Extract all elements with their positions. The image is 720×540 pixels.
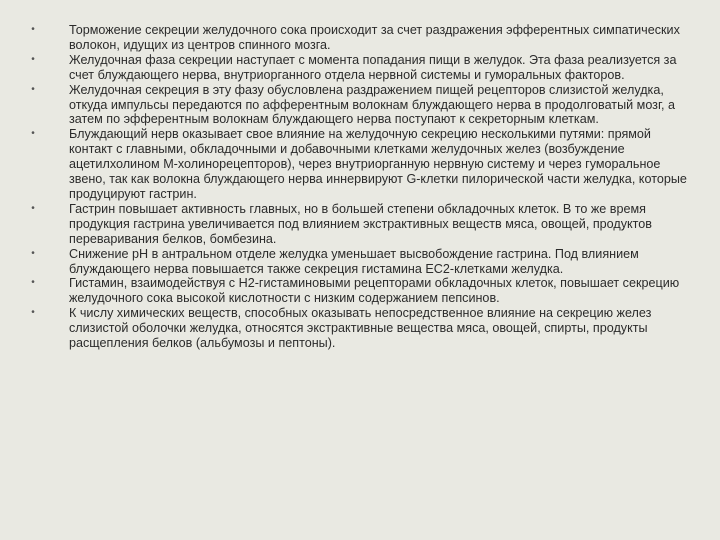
bullet-icon: •	[31, 202, 35, 214]
list-item	[28, 83, 688, 128]
list-item	[28, 276, 688, 306]
list-item	[28, 202, 688, 247]
list-item	[28, 127, 688, 202]
list-item-text: Гастрин повышает активность главных, но в большей степени обкладочных клеток. В то же время продукция гастрина увеличивается под влиянием экстрактивных веществ мяса, овощей, продуктов переваривания белков, бомбезина.	[69, 201, 652, 246]
list-item-text: Желудочная фаза секреции наступает с момента попадания пищи в желудок. Эта фаза реализуется за счет блуждающего нерва, внутриорганного отдела нервной системы и гуморальных факторов.	[69, 52, 677, 82]
list-item-text: Торможение секреции желудочного сока происходит за счет раздражения эфферентных симпатических волокон, идущих из центров спинного мозга.	[69, 23, 680, 52]
bullet-icon: •	[31, 128, 35, 140]
list-item	[28, 53, 688, 83]
bullet-icon: •	[31, 277, 35, 289]
bullet-icon: •	[31, 24, 35, 35]
bullet-icon: •	[31, 307, 35, 319]
list-item-text: Желудочная секреция в эту фазу обусловлена раздражением пищей рецепторов слизистой желудка, откуда импульсы передаются по афферентным волокнам блуждающего нерва в продолговатый мозг, а затем по эфферентным волокнам блуждающего нерва поступают к секреторным клеткам.	[69, 82, 676, 127]
bullet-icon: •	[31, 53, 35, 65]
list-item	[28, 306, 688, 351]
list-item-text: Гистамин, взаимодействуя с Н2-гистаминовыми рецепторами обкладочных клеток, повышает секрецию желудочного сока высокой кислотности с низким содержанием пепсинов.	[69, 276, 680, 306]
list-item-text: Снижение рН в антральном отделе желудка уменьшает высвобождение гастрина. Под влиянием блуждающего нерва повышается также секреция гистамина ЕС2-клетками желудка.	[69, 246, 639, 276]
bullet-icon: •	[31, 247, 35, 259]
bullet-icon: •	[31, 83, 35, 95]
list-item-text: К числу химических веществ, способных оказывать непосредственное влияние на секрецию желез слизистой оболочки желудка, относятся экстрактивные вещества мяса, овощей, спирты, продукты расщепления белков (альбумозы и пептоны).	[69, 306, 652, 351]
list-item	[28, 23, 688, 53]
bullet-list	[28, 23, 688, 351]
list-item-text: Блуждающий нерв оказывает свое влияние на желудочную секрецию несколькими путями: прямой контакт с главными, обкладочными и добавочными клетками желудочных желез (возбуждение ацетилхолином М-холинорецепторов), через внутриорганную нервную систему и через гуморальное звено, так как волокна блуждающего нерва иннервируют G-клетки пилорической части желудка, которые продуцируют гастрин.	[69, 127, 687, 201]
list-item	[28, 247, 688, 277]
